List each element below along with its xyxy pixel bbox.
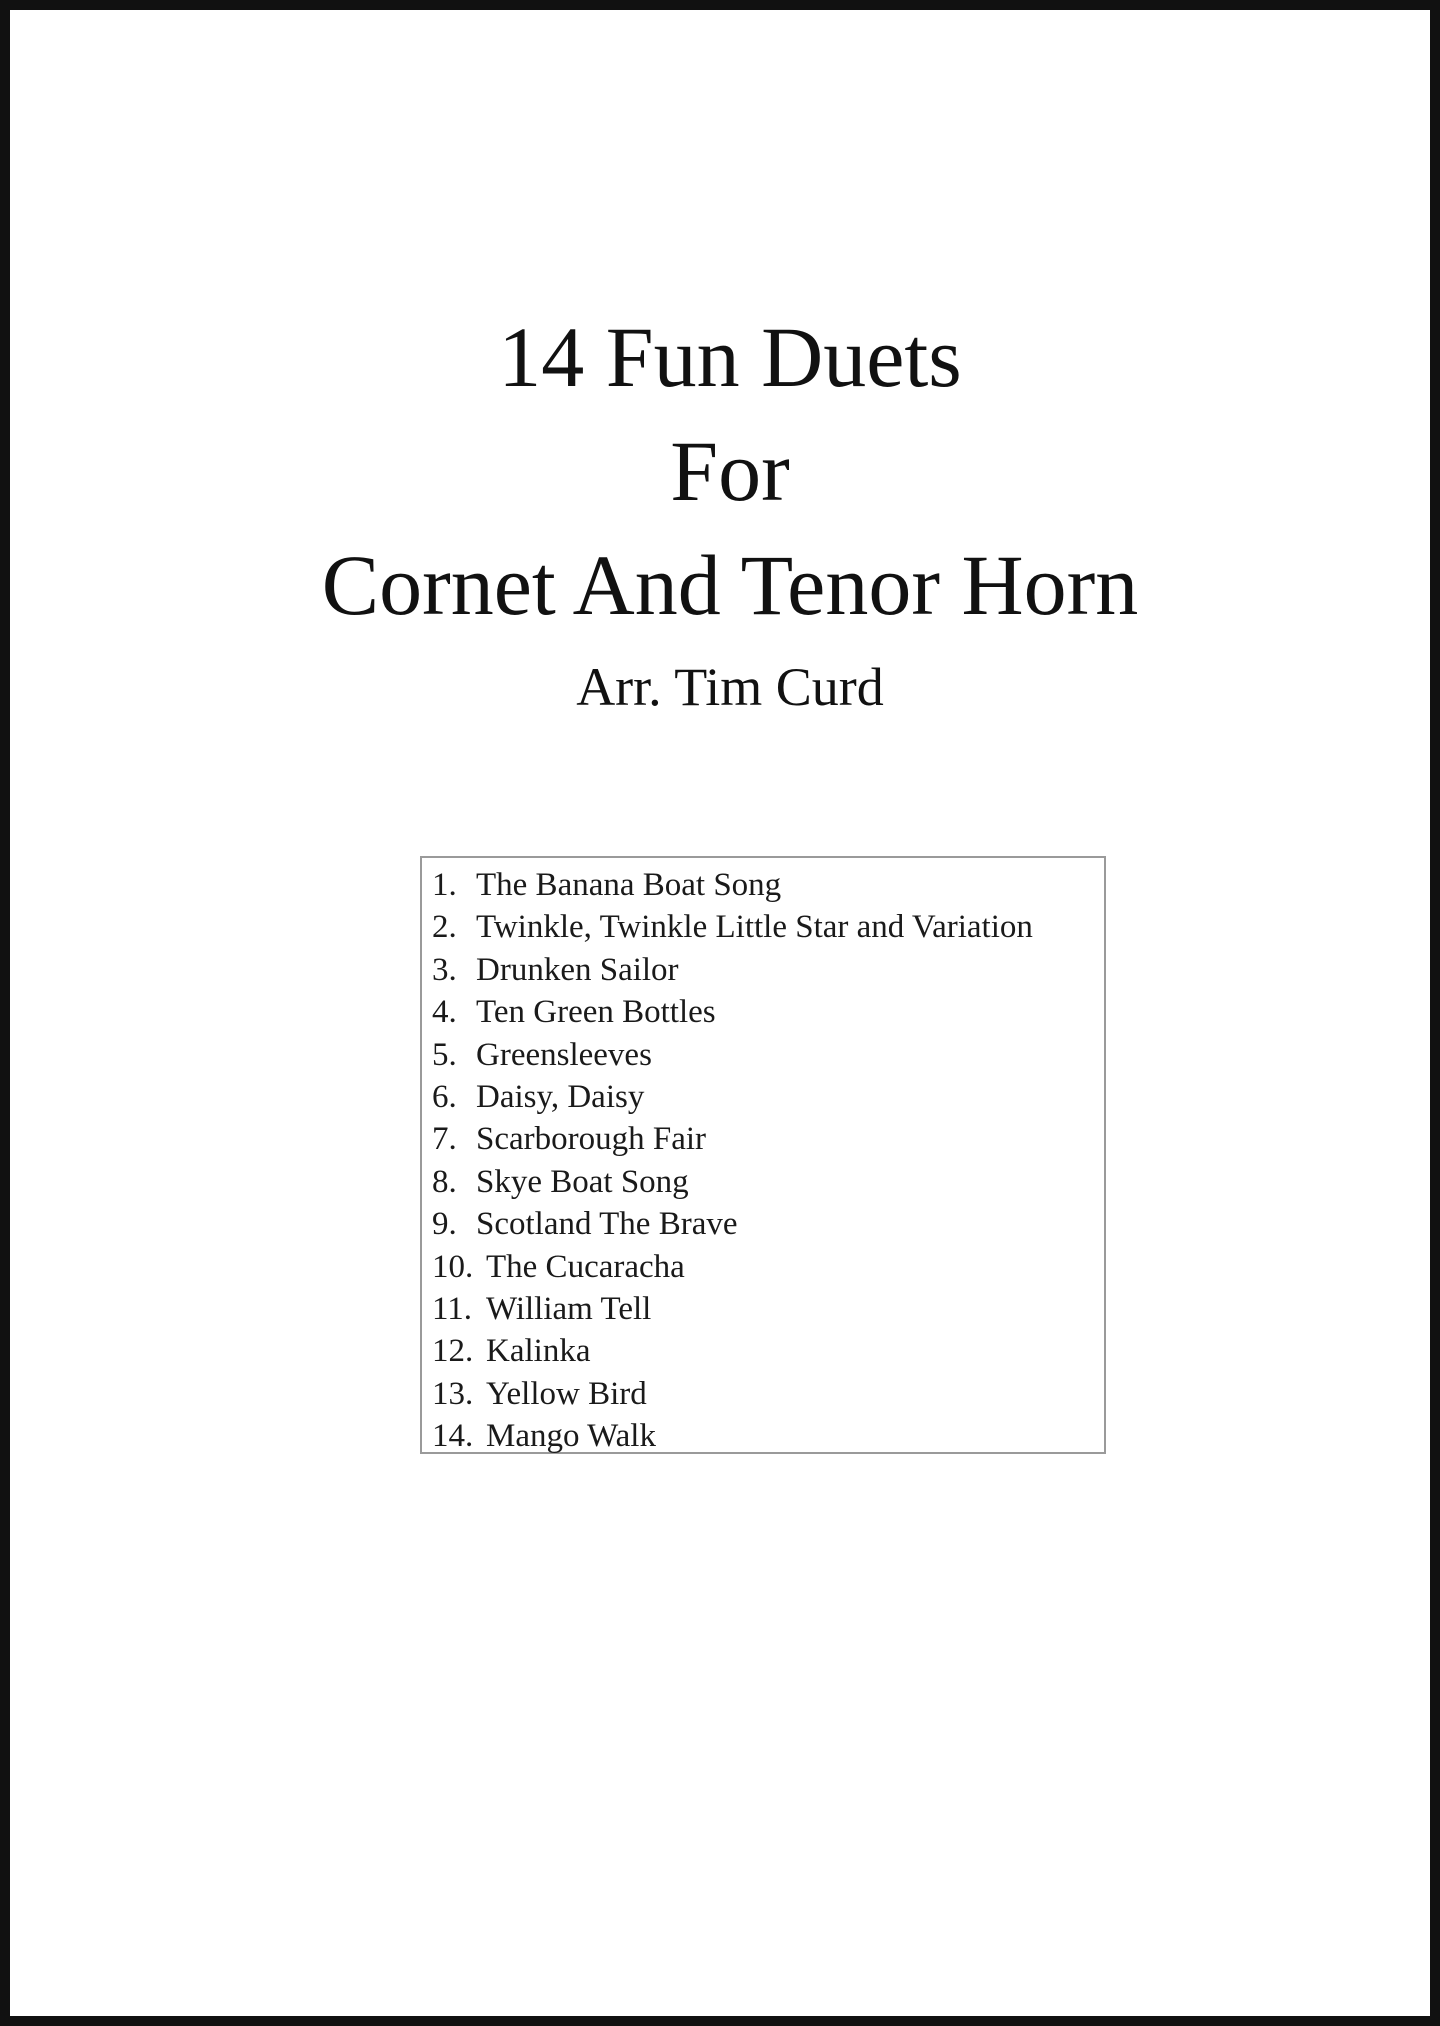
contents-item [432,1330,1104,1372]
item-title: Daisy, Daisy [476,1078,645,1115]
item-number: 10. [432,1248,474,1285]
contents-item [432,1034,1104,1076]
item-number: 2. [432,909,457,946]
contents-item [432,1246,1104,1288]
item-number: 12. [432,1333,474,1370]
contents-item [432,1076,1104,1118]
item-title: The Banana Boat Song [476,867,782,903]
item-title: William Tell [486,1290,652,1327]
contents-item [432,1161,1104,1203]
item-title: Ten Green Bottles [476,994,716,1031]
contents-item [432,949,1104,991]
item-number: 4. [432,994,457,1031]
contents-item [432,991,1104,1033]
item-title: Yellow Bird [486,1375,647,1412]
item-title: Drunken Sailor [476,951,679,988]
contents-item [432,864,1104,906]
item-number: 8. [432,1163,457,1200]
item-number: 1. [432,867,457,903]
item-title: Kalinka [486,1333,591,1370]
title-line-2: For [670,423,790,519]
title-line-3: Cornet And Tenor Horn [321,537,1139,633]
item-number: 13. [432,1375,474,1412]
item-number: 5. [432,1036,457,1073]
item-number: 9. [432,1206,457,1243]
item-number: 3. [432,951,457,988]
item-title: Skye Boat Song [476,1163,689,1200]
item-number: 7. [432,1121,457,1158]
contents-item [432,1288,1104,1330]
contents-item [432,1203,1104,1245]
item-title: Twinkle, Twinkle Little Star and Variation [476,909,1033,946]
item-title: Scotland The Brave [476,1206,738,1243]
item-title: Mango Walk [486,1418,656,1455]
item-number: 6. [432,1078,457,1115]
item-title: Scarborough Fair [476,1121,707,1158]
title-line-1: 14 Fun Duets [498,309,962,405]
contents-item [432,906,1104,948]
title-block [10,300,1440,722]
item-number: 14. [432,1418,474,1455]
contents-list [432,864,1104,1457]
contents-item [432,1415,1104,1457]
item-title: The Cucaracha [486,1248,685,1285]
item-number: 11. [432,1290,473,1327]
arranger-credit: Arr. Tim Curd [576,657,884,717]
item-title: Greensleeves [476,1036,652,1073]
contents-box [420,856,1106,1454]
contents-item [432,1373,1104,1415]
contents-item [432,1118,1104,1160]
